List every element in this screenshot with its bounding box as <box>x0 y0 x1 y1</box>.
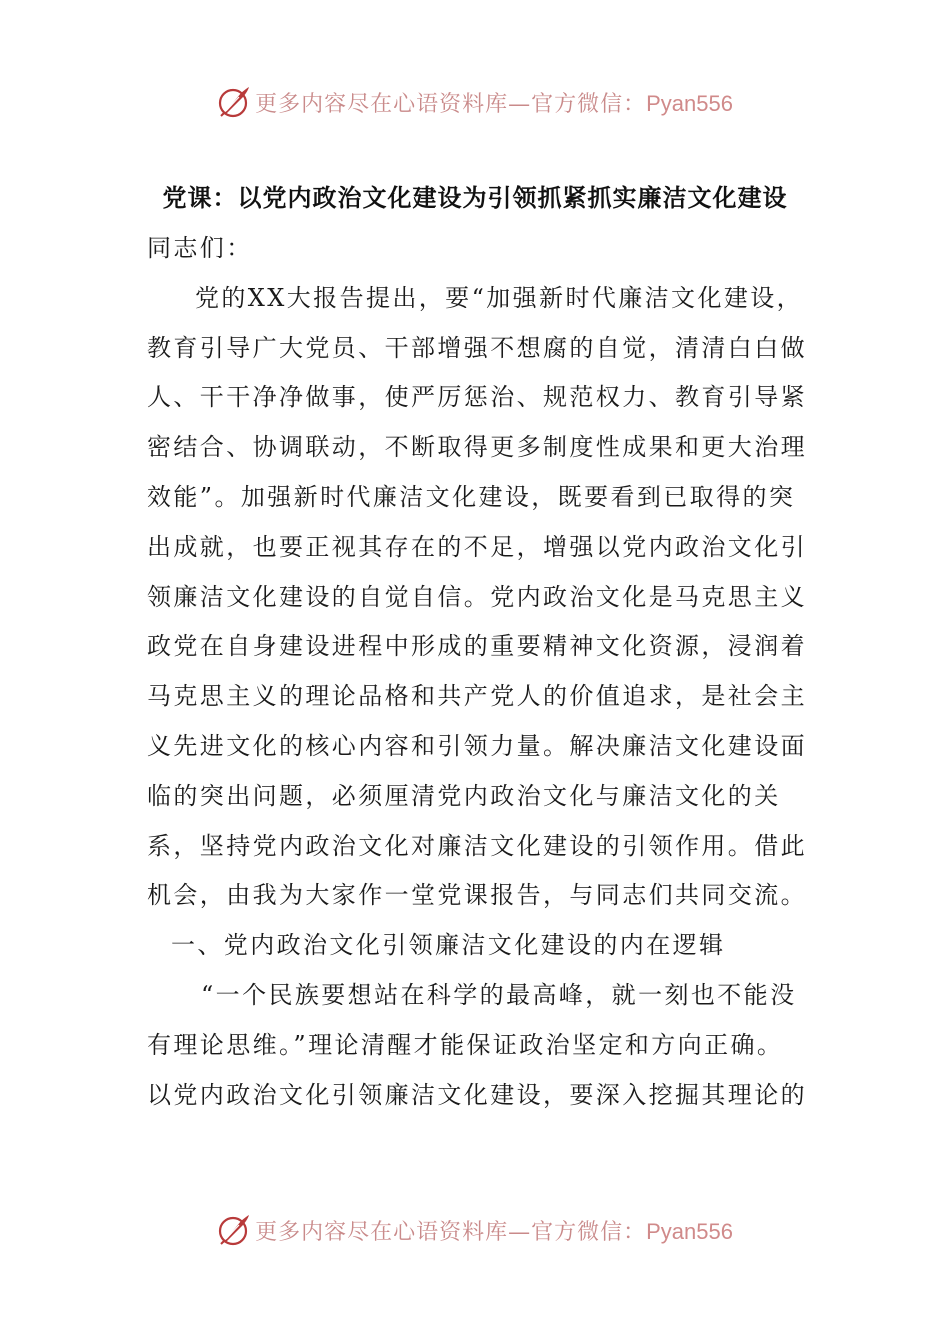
quill-pen-seal-icon <box>217 1213 251 1247</box>
header-banner-label: 更多内容尽在心语资料库—官方微信： <box>255 91 647 117</box>
footer-banner-text <box>255 1215 733 1246</box>
header-banner <box>0 82 950 122</box>
body-paragraph: 党的XX大报告提出，要“加强新时代廉洁文化建设，教育引导广大党员、干部增强不想腐的自觉，清清白白做人、干干净净做事，使严厉惩治、规范权力、教育引导紧密结合、协调联动，不断取得更多制度性成果和更大治理效能”。加强新时代廉洁文化建设，既要看到已取得的突出成就，也要正视其存在的不足，增强以党内政治文化引领廉洁文化建设的自觉自信。党内政治文化是马克思主义政党在自身建设进程中形成的重要精神文化资源，浸润着马克思主义的理论品格和共产党人的价值追求，是社会主义先进文化的核心内容和引领力量。解决廉洁文化建设面临的突出问题，必须厘清党内政治文化与廉洁文化的关系，坚持党内政治文化对廉洁文化建设的引领作用。借此机会，由我为大家作一堂党课报告，与同志们共同交流。 <box>147 283 807 910</box>
salutation: 同志们： <box>147 234 253 262</box>
footer-banner-account: Pyan556 <box>646 1218 733 1244</box>
document-title: 党课：以党内政治文化建设为引领抓紧抓实廉洁文化建设 <box>162 184 788 212</box>
footer-banner-label: 更多内容尽在心语资料库—官方微信： <box>255 1219 647 1245</box>
header-banner-text <box>255 87 733 118</box>
quote-paragraph: “一个民族要想站在科学的最高峰，就一刻也不能没有理论思维。”理论清醒才能保证政治坚定和方向正确。以党内政治文化引领廉洁文化建设，要深入挖掘其理论的 <box>147 980 807 1109</box>
quill-pen-seal-icon <box>217 85 251 119</box>
header-banner-account: Pyan556 <box>646 90 733 116</box>
footer-banner <box>0 1210 950 1250</box>
document-body <box>147 224 807 1120</box>
section-heading: 一、党内政治文化引领廉洁文化建设的内在逻辑 <box>171 931 726 960</box>
